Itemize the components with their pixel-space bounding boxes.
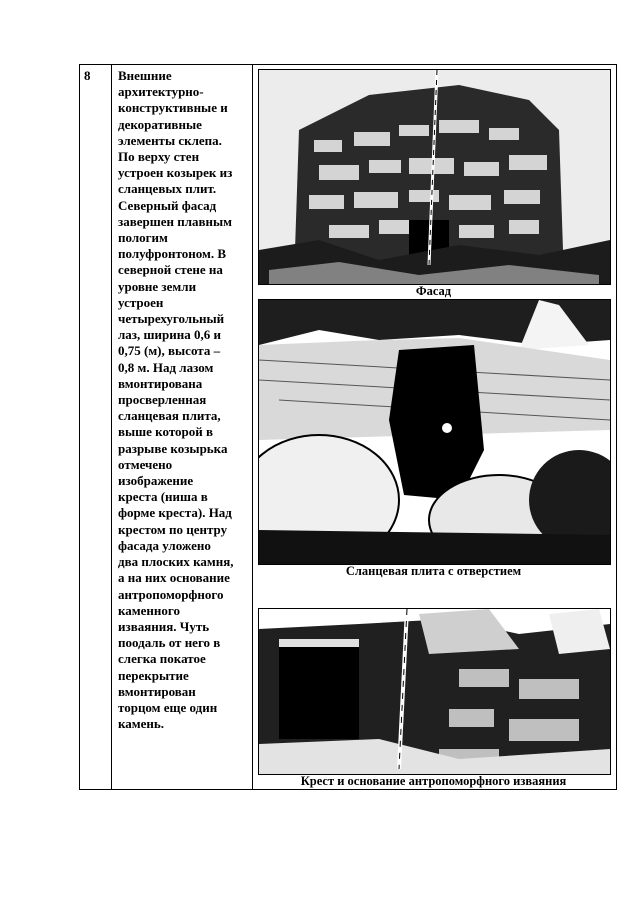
- description-line: изваяния. Чуть: [118, 618, 210, 634]
- photo-caption: Фасад: [415, 284, 452, 298]
- description-line: Внешние: [118, 68, 172, 83]
- description-line: торцом еще один: [118, 699, 218, 715]
- description-line: лаз, ширина 0,6 и: [118, 327, 221, 343]
- catalog-table: [79, 64, 617, 790]
- description-line: По верху стен: [118, 149, 200, 165]
- description-line: креста (ниша в: [118, 489, 208, 505]
- description-line: устроен козырек из: [118, 165, 233, 181]
- row-number: 8: [84, 68, 91, 83]
- description-line: Северный фасад: [118, 197, 217, 213]
- description-line: изображение: [118, 473, 194, 489]
- description-line: сланцевая плита,: [118, 408, 221, 424]
- photo-caption: Крест и основание антропоморфного изваяния: [300, 774, 567, 788]
- description-line: сланцевых плит.: [118, 181, 217, 197]
- description-line: антропоморфного: [118, 586, 224, 602]
- description-line: 0,8 м. Над лазом: [118, 359, 214, 375]
- description-line: перекрытие: [118, 667, 189, 683]
- slab-photo: [258, 299, 611, 565]
- description-line: а на них основание: [118, 570, 230, 586]
- description-line: декоративные: [118, 116, 202, 132]
- cross-photo: [258, 608, 611, 775]
- description-line: просверленная: [118, 392, 207, 408]
- description-line: конструктивные и: [118, 100, 228, 116]
- description-line: отмечено: [118, 456, 173, 472]
- description-line: завершен плавным: [118, 213, 233, 229]
- row-description: [118, 68, 250, 732]
- description-line: архитектурно-: [118, 84, 204, 100]
- description-line: выше которой в: [118, 424, 214, 440]
- description-line: камень.: [118, 716, 165, 732]
- column-divider: [111, 65, 112, 789]
- description-line: устроен: [118, 294, 164, 310]
- description-line: элементы склепа.: [118, 132, 222, 148]
- description-line: фасада уложено: [118, 537, 211, 553]
- description-line: пологим: [118, 230, 168, 246]
- description-line: полуфронтоном. В: [118, 246, 226, 262]
- description-line: разрыве козырька: [118, 440, 228, 456]
- description-line: четырехугольный: [118, 311, 225, 327]
- description-line: поодаль от него в: [118, 635, 221, 651]
- description-line: каменного: [118, 602, 180, 618]
- description-line: северной стене на: [118, 262, 223, 278]
- photo-caption: Сланцевая плита с отверстием: [345, 564, 522, 578]
- description-line: форме креста). Над: [118, 505, 232, 521]
- description-line: вмонтирован: [118, 683, 196, 699]
- description-line: крестом по центру: [118, 521, 228, 537]
- description-line: вмонтирована: [118, 375, 203, 391]
- facade-photo: [258, 69, 611, 285]
- description-line: 0,75 (м), высота –: [118, 343, 221, 359]
- description-line: слегка покатое: [118, 651, 206, 667]
- description-line: два плоских камня,: [118, 554, 234, 570]
- column-divider: [252, 65, 253, 789]
- description-line: уровне земли: [118, 278, 197, 294]
